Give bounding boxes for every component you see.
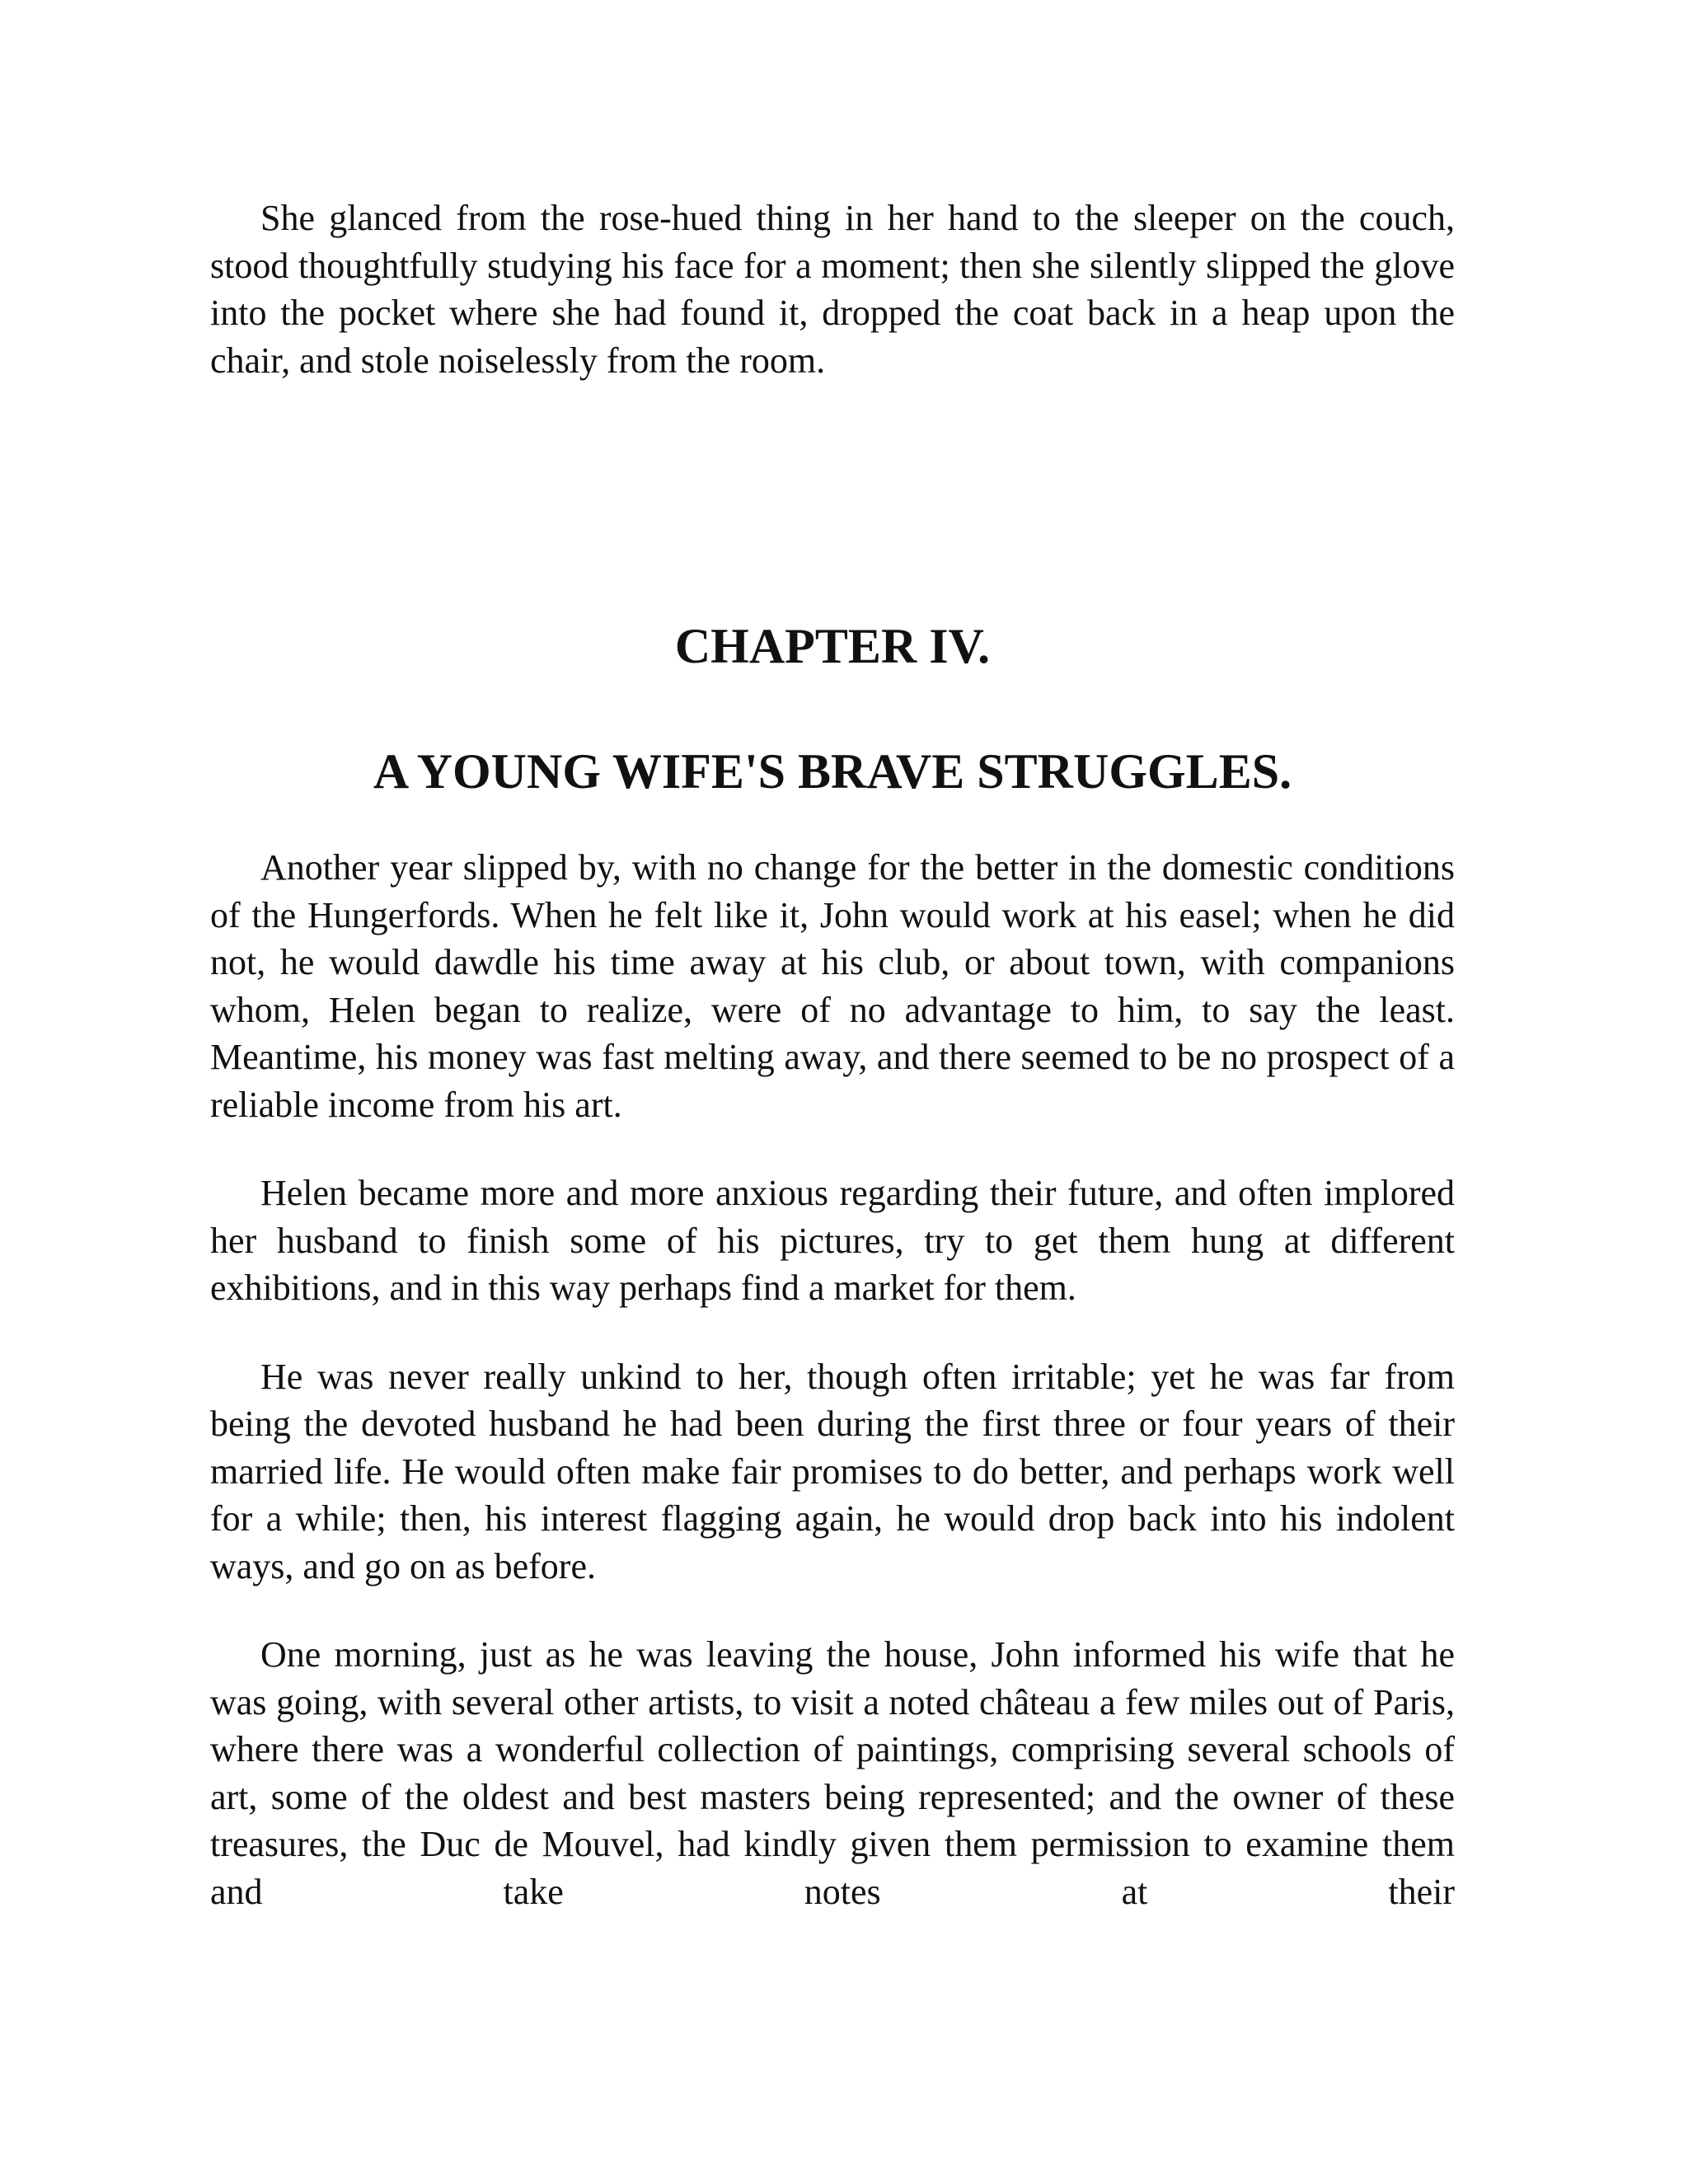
chapter-paragraph: Another year slipped by, with no change for the better in the domestic conditions of the Hungerfords. When he felt like it, John would work at his easel; when he did not, he would dawdle his time away at his club, or about town, with companions whom, Helen began to realize, were of no advantage to him, to say the least. Meantime, his money was fast melting away, and there seemed to be no prospect of a reliable income from his art. [210,847,1455,1125]
opening-paragraph: She glanced from the rose-hued thing in her hand to the sleeper on the couch, stood thoughtfully studying his face for a moment; then she silently slipped the glove into the pocket where she had found it, dropped the coat back in a heap upon the chair, and stole noiselessly from the room. [210,198,1455,381]
chapter-paragraph: Helen became more and more anxious regarding their future, and often implored her husband to finish some of his pictures, try to get them hung at different exhibitions, and in this way perhaps find a market for them. [210,1173,1455,1308]
chapter-paragraph: He was never really unkind to her, though often irritable; yet he was far from being the devoted husband he had been during the first three or four years of their married life. He would often make fair promises to do better, and perhaps work well for a while; then, his interest flagging again, he would drop back into his indolent ways, and go on as before. [210,1356,1455,1586]
book-page [210,194,1455,1915]
chapter-heading-block [210,616,1455,801]
chapter-body [210,844,1455,1915]
chapter-number: CHAPTER IV. [674,619,991,673]
chapter-paragraph: One morning, just as he was leaving the house, John informed his wife that he was going, with several other artists, to visit a noted château a few miles out of Paris, where there was a wonderful collection of paintings, comprising several schools of art, some of the oldest and best masters being represented; and the owner of these treasures, the Duc de Mouvel, had kindly given them permission to examine them and take notes at their [210,1634,1455,1912]
chapter-title: A YOUNG WIFE'S BRAVE STRUGGLES. [373,744,1292,799]
